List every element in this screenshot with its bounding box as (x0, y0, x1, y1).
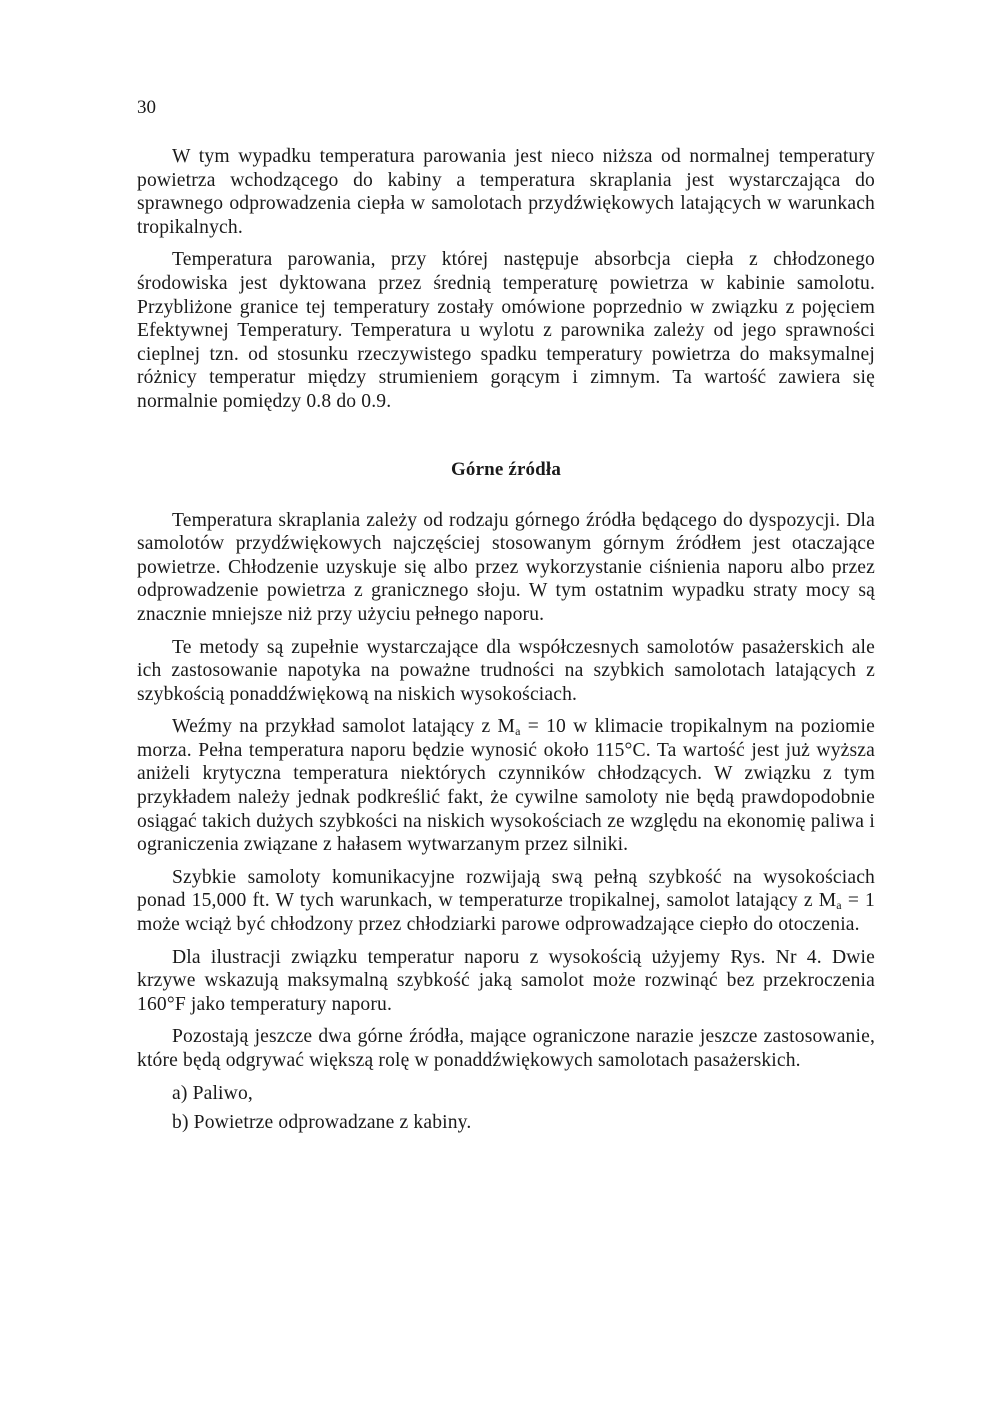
section-heading: Górne źródła (451, 458, 561, 480)
text-segment: Weźmy na przykład samolot latający z M (172, 716, 516, 738)
list-item-fuel: a) Paliwo, (172, 1082, 253, 1104)
mach-subscript: a (836, 898, 842, 913)
text-segment: = 10 w klimacie tropikalnym na poziomie morza. Pełna temperatura naporu będzie wynosić około 115°C. Ta wartość jest już wyższa aniżeli krytyczna temperatura niektórych czynników chłodzących. W związku z tym przykładem należy jednak podkreślić fakt, że cywilne samoloty nie będą prawdopodobnie osiągać takich dużych szybkości na niskich wysokościach ze względu na ekonomię paliwa i ograniczenia związane z hałasem wytwarzanym przez silniki. (137, 716, 875, 856)
text-segment: Szybkie samoloty komunikacyjne rozwijają swą pełną szybkość na wysokościach ponad 15,000 ft. W tych warunkach, w temperaturze tropikalnej, samolot latający z M (137, 866, 875, 912)
paragraph-methods-difficulties: Te metody są zupełnie wystarczające dla współczesnych samolotów pasażerskich ale ich zastosowanie napotyka na poważne trudności na szybkich samolotach latających z szybkością ponaddźwiękową na niskich wysokościach. (137, 636, 875, 705)
mach-subscript: a (515, 724, 521, 739)
paragraph-remaining-sources: Pozostają jeszcze dwa górne źródła, mające ograniczone narazie jeszcze zastosowanie, które będą odgrywać większą rolę w ponaddźwiękowych samolotach pasażerskich. (137, 1026, 875, 1071)
upper-sources-list (137, 1082, 875, 1135)
paragraph-fast-airliners (137, 866, 875, 937)
page-body (137, 145, 875, 1135)
paragraph-condensation-temperature: Temperatura skraplania zależy od rodzaju górnego źródła będącego do dyspozycji. Dla samolotów przydźwiękowych najczęściej stosowanym górnym źródłem jest otaczające powietrze. Chłodzenie uzyskuje się albo przez wykorzystanie ciśnienia naporu albo przez odprowadzenie powietrza z granicznego słoju. W tym ostatnim wypadku straty mocy są znacznie mniejsze niż przy użyciu pełnego naporu. (137, 509, 875, 625)
paragraph-evaporation-temperature: W tym wypadku temperatura parowania jest nieco niższa od normalnej temperatury powietrza wchodzącego do kabiny a temperatura skraplania jest wystarczająca do sprawnego odprowadzenia ciepła w samolotach przydźwiękowych latających w warunkach tropikalnych. (137, 146, 875, 238)
paragraph-evaporator-efficiency: Temperatura parowania, przy której następuje absorbcja ciepła z chłodzonego środowiska jest dyktowana przez średnią temperaturę powietrza w kabinie samolotu. Przybliżone granice tej temperatury zostały omówione poprzednio w związku z pojęciem Efektywnej Temperatury. Temperatura u wylotu z parownika zależy od jego sprawności cieplnej tzn. od stosunku rzeczywistego spadku temperatury powietrza do maksymalnej różnicy temperatur między strumieniem gorącym i zimnym. Ta wartość zawiera się normalnie pomiędzy 0.8 do 0.9. (137, 249, 875, 412)
paragraph-mach-example (137, 715, 875, 857)
text-segment: = 1 może wciąż być chłodzony przez chłodziarki parowe odprowadzające ciepło do otoczenia. (137, 890, 875, 936)
paragraph-figure-reference: Dla ilustracji związku temperatur naporu z wysokością użyjemy Rys. Nr 4. Dwie krzywe wskazują maksymalną szybkość jaką samolot może rozwinąć bez przekroczenia 160°F jako temperatury naporu. (137, 946, 875, 1015)
page-number: 30 (137, 97, 156, 118)
list-item-cabin-air: b) Powietrze odprowadzane z kabiny. (172, 1112, 472, 1134)
